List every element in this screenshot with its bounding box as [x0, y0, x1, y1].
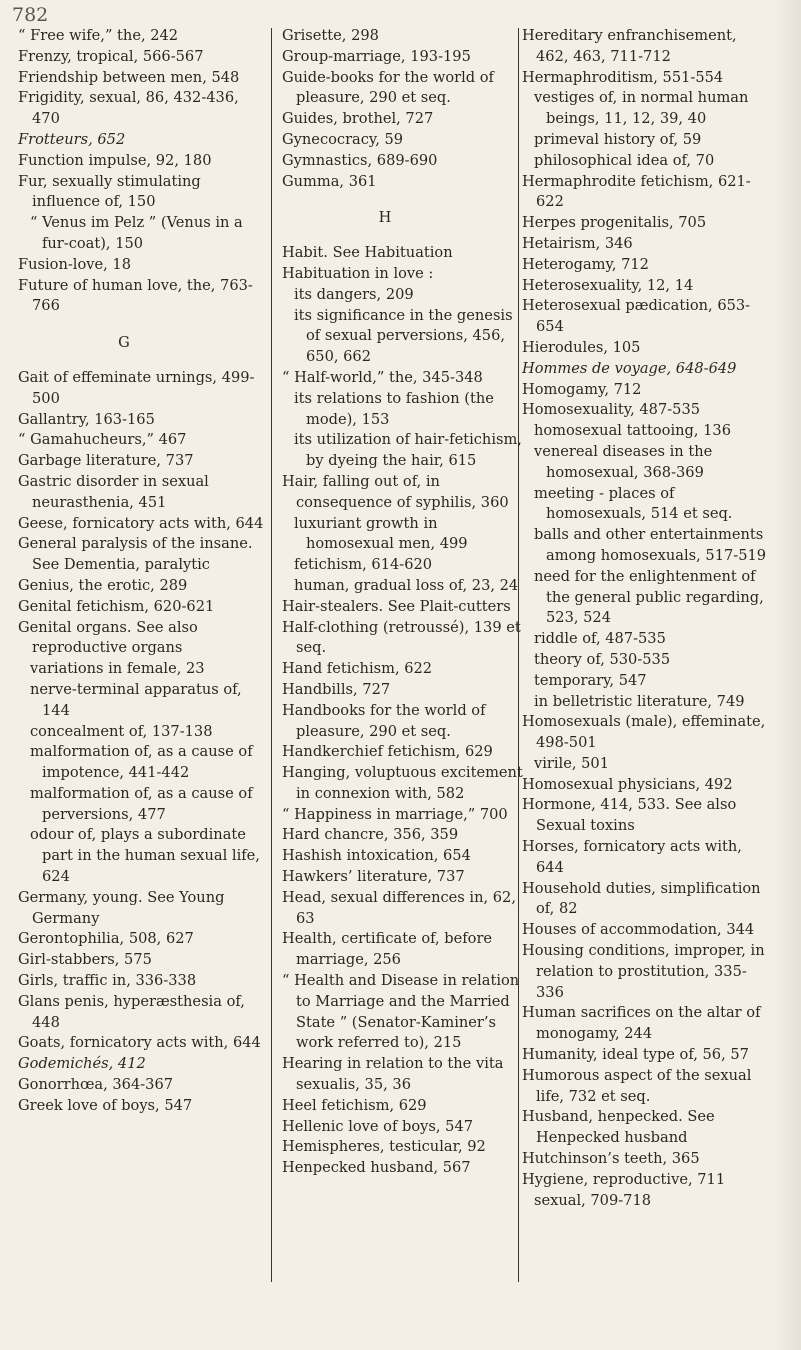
index-entry: Humanity, ideal type of, 56, 57 [522, 1046, 749, 1064]
index-subentry: sexual, 709-718 [534, 1191, 652, 1209]
index-entry [522, 359, 772, 380]
index-entry-text: Godemichés, 412 [18, 1055, 146, 1073]
index-entry: Half-clothing (retroussé), 139 et seq. [282, 618, 521, 657]
index-entry: Head, sexual differences in, 62, 63 [282, 888, 516, 927]
index-entry: Future of human love, the, 763-766 [18, 276, 253, 315]
index-entry: Health, certificate of, before marriage, 256 [282, 930, 493, 969]
index-entry: Homosexuality, 487-535 [522, 401, 701, 419]
index-entry: Hair-stealers. See Plait-cutters [282, 597, 511, 615]
index-entry: Hashish intoxication, 654 [282, 847, 471, 865]
index-entry: Horses, fornicatory acts with, 644 [522, 838, 742, 876]
index-entry: Fur, sexually stimulating influence of, 150 [18, 172, 201, 211]
index-subentry: its dangers, 209 [294, 285, 414, 303]
index-entry: Guides, brothel, 727 [282, 110, 434, 128]
index-subentry: theory of, 530-535 [534, 650, 671, 668]
section-letter: G [118, 334, 130, 352]
index-entry: Glans penis, hyperæsthesia of, 448 [18, 992, 245, 1031]
index-entry: Gallantry, 163-165 [18, 410, 155, 428]
index-entry: Greek love of boys, 547 [18, 1096, 193, 1114]
index-entry: Hygiene, reproductive, 711 [522, 1170, 726, 1188]
index-entry: Hemispheres, testicular, 92 [282, 1138, 486, 1156]
index-entry: Germany, young. See Young Germany [18, 888, 225, 927]
index-entry: “ Half-world,” the, 345-348 [282, 368, 483, 386]
index-entry: Function impulse, 92, 180 [18, 151, 212, 169]
index-subentry: philosophical idea of, 70 [534, 151, 715, 169]
index-entry: Hearing in relation to the vita sexualis, 35, 36 [282, 1055, 504, 1094]
index-entry: “ Happiness in marriage,” 700 [282, 805, 508, 823]
index-entry: Hermaphrodite fetichism, 621-622 [522, 172, 751, 211]
index-entry: Frigidity, sexual, 86, 432-436, 470 [18, 89, 239, 128]
section-letter: H [378, 209, 392, 227]
index-subentry: malformation of, as a cause of impotence, 441-442 [30, 743, 253, 782]
index-entry: Gonorrhœa, 364-367 [18, 1076, 174, 1094]
index-entry: Garbage literature, 737 [18, 452, 194, 470]
index-entry: Gait of effeminate urnings, 499-500 [18, 368, 255, 407]
index-entry: “ Gamahucheurs,” 467 [18, 431, 187, 449]
index-entry: Habit. See Habituation [282, 244, 453, 262]
index-subentry: virile, 501 [534, 754, 609, 772]
index-entry: Hellenic love of boys, 547 [282, 1117, 474, 1135]
index-entry: Heterosexuality, 12, 14 [522, 276, 694, 294]
column-rule [271, 28, 272, 1282]
index-subentry: its relations to fashion (the mode), 153 [294, 389, 494, 428]
index-column-3 [522, 26, 772, 1211]
index-subentry: malformation of, as a cause of perversions, 477 [30, 784, 253, 823]
index-entry: Friendship between men, 548 [18, 68, 240, 86]
index-subentry: its significance in the genesis of sexual perversions, 456, 650, 662 [294, 306, 513, 366]
index-subentry: nerve-terminal apparatus of, 144 [30, 680, 242, 719]
index-entry: Heel fetichism, 629 [282, 1096, 427, 1114]
index-entry: Hierodules, 105 [522, 338, 641, 356]
index-entry: Group-marriage, 193-195 [282, 47, 471, 65]
index-entry: Hand fetichism, 622 [282, 660, 433, 678]
index-subentry: concealment of, 137-138 [30, 722, 213, 740]
index-entry: Hutchinson’s teeth, 365 [522, 1150, 700, 1168]
index-entry: Hair, falling out of, in consequence of syphilis, 360 [282, 472, 509, 511]
index-entry: Frenzy, tropical, 566-567 [18, 47, 204, 65]
index-entry: Genital fetichism, 620-621 [18, 597, 215, 615]
index-entry: Hereditary enfranchisement, 462, 463, 711-712 [522, 27, 737, 65]
index-entry: Hetairism, 346 [522, 234, 633, 252]
index-entry: Humorous aspect of the sexual life, 732 et seq. [522, 1066, 752, 1105]
index-entry: Homosexual physicians, 492 [522, 775, 733, 793]
index-subentry: human, gradual loss of, 23, 24 [294, 576, 519, 594]
index-entry [18, 1054, 270, 1075]
index-entry: Geese, fornicatory acts with, 644 [18, 514, 264, 532]
index-entry: Human sacrifices on the altar of monogamy, 244 [522, 1004, 761, 1043]
page-number: 782 [12, 4, 49, 26]
index-entry: Housing conditions, improper, in relation to prostitution, 335-336 [522, 942, 765, 1001]
index-entry [18, 130, 270, 151]
index-entry: Genital organs. See also reproductive organs [18, 618, 198, 657]
page-edge-shadow [775, 0, 801, 1350]
index-subentry: balls and other entertainments among homosexuals, 517-519 [534, 526, 767, 564]
index-entry: “ Free wife,” the, 242 [18, 27, 179, 44]
index-subentry: need for the enlightenment of the general public regarding, 523, 524 [534, 567, 764, 627]
index-entry: Houses of accommodation, 344 [522, 921, 755, 939]
index-columns [14, 26, 767, 1340]
index-entry: Husband, henpecked. See Henpecked husband [522, 1108, 715, 1147]
index-entry: Hanging, voluptuous excitement in connexion with, 582 [282, 764, 523, 802]
index-entry: Girls, traffic in, 336-338 [18, 972, 197, 990]
index-subentry: homosexual tattooing, 136 [534, 422, 731, 440]
index-entry-text: Frotteurs, 652 [18, 130, 126, 148]
index-entry: Homosexuals (male), effeminate, 498-501 [522, 713, 766, 752]
index-entry: Gymnastics, 689-690 [282, 151, 438, 169]
index-subentry: meeting - places of homosexuals, 514 et seq. [534, 484, 733, 523]
index-subentry: variations in female, 23 [30, 660, 205, 678]
index-entry: Handbills, 727 [282, 680, 391, 698]
index-entry: Gumma, 361 [282, 172, 377, 190]
index-entry: Hormone, 414, 533. See also Sexual toxins [522, 796, 737, 835]
index-entry-text: Hommes de voyage, 648-649 [522, 359, 737, 377]
index-subentry: odour of, plays a subordinate part in the human sexual life, 624 [30, 826, 260, 886]
index-entry: Fusion-love, 18 [18, 255, 131, 273]
index-entry: Genius, the erotic, 289 [18, 576, 188, 594]
index-subentry: venereal diseases in the homosexual, 368-369 [534, 442, 713, 481]
index-subentry: “ Venus im Pelz ” (Venus in a fur-coat), 150 [30, 214, 243, 252]
index-column-2 [282, 26, 528, 1179]
index-subentry: fetichism, 614-620 [294, 556, 433, 574]
index-subentry: primeval history of, 59 [534, 130, 702, 148]
index-subentry: riddle of, 487-535 [534, 630, 666, 648]
index-entry: Gastric disorder in sexual neurasthenia, 451 [18, 472, 209, 511]
index-entry: Hard chancre, 356, 359 [282, 826, 459, 844]
index-entry: Hawkers’ literature, 737 [282, 868, 465, 886]
index-entry: Gerontophilia, 508, 627 [18, 930, 194, 948]
index-entry: Heterosexual pædication, 653-654 [522, 297, 751, 336]
index-subentry: its utilization of hair-fetichism, by dyeing the hair, 615 [294, 431, 522, 470]
index-entry: Heterogamy, 712 [522, 255, 649, 273]
index-entry: Goats, fornicatory acts with, 644 [18, 1034, 261, 1052]
index-entry: Hermaphroditism, 551-554 [522, 68, 724, 86]
index-entry: Guide-books for the world of pleasure, 290 et seq. [282, 68, 494, 107]
index-entry: Gynecocracy, 59 [282, 130, 404, 148]
index-entry: Henpecked husband, 567 [282, 1159, 471, 1177]
index-entry: Handbooks for the world of pleasure, 290 et seq. [282, 701, 486, 740]
index-entry: Grisette, 298 [282, 27, 379, 44]
index-entry: Girl-stabbers, 575 [18, 951, 152, 969]
index-entry: General paralysis of the insane. See Dementia, paralytic [18, 535, 253, 574]
index-subentry: in belletristic literature, 749 [534, 692, 745, 710]
index-entry: Handkerchief fetichism, 629 [282, 743, 493, 761]
index-entry: Homogamy, 712 [522, 380, 642, 398]
index-subentry: luxuriant growth in homosexual men, 499 [294, 514, 468, 553]
index-subentry: temporary, 547 [534, 671, 647, 689]
index-subentry: vestiges of, in normal human beings, 11, 12, 39, 40 [534, 89, 749, 128]
index-entry: Herpes progenitalis, 705 [522, 214, 707, 232]
index-entry: Habituation in love : [282, 264, 434, 282]
index-column-1 [18, 26, 270, 1117]
index-entry: Household duties, simplification of, 82 [522, 879, 761, 918]
index-entry: “ Health and Disease in relation to Marriage and the Married State ” (Senator-Kaminer’s work referred to), 215 [282, 972, 520, 1052]
